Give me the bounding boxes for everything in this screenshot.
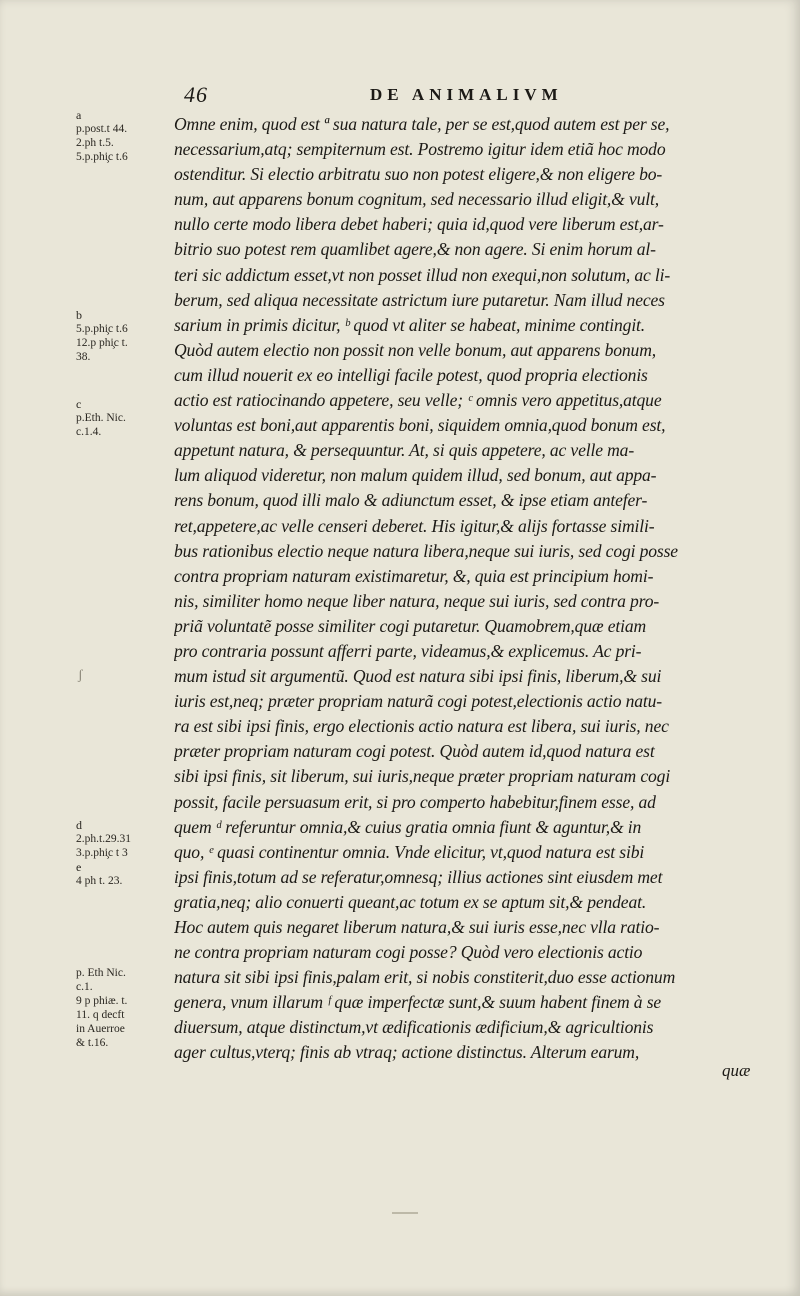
text-line: nullo certe modo libera debet haberi; quia id,quod vere liberum est,ar- <box>174 214 664 235</box>
note-line: 9 p phiæ. t. <box>76 995 128 1007</box>
note-line: 3.p.phi̧c t 3 <box>76 847 128 859</box>
text-line: iuris est,neq; præter propriam naturã cogi potest,electionis actio natu- <box>174 691 662 712</box>
text-line: natura sit sibi ipsi finis,palam erit, si nobis constiterit,duo esse actionum <box>174 967 676 988</box>
text-line: mum istud sit argumentũ. Quod est natura sibi ipsi finis, liberum,& sui <box>174 666 662 687</box>
note-key: e <box>76 860 82 874</box>
text-line: priã voluntatẽ posse similiter cogi putaretur. Quamobrem,quæ etiam <box>174 615 647 636</box>
note-line: 4 ph t. 23. <box>76 875 123 887</box>
text-line: actio est ratiocinando appetere, seu velle; ᶜ omnis vero appetitus,atque <box>174 390 662 411</box>
note-key: c <box>76 397 82 411</box>
text-line: rens bonum, quod illi malo & adiunctum esset, & ipse etiam antefer- <box>174 490 648 511</box>
text-line: sarium in primis dicitur, ᵇ quod vt aliter se habeat, minime contingit. <box>174 314 646 335</box>
text-line: sibi ipsi finis, sit liberum, sui iuris,neque præter propriam naturam cogi <box>174 766 671 787</box>
text-line: ne contra propriam naturam cogi posse? Quòd vero electionis actio <box>174 942 643 963</box>
text-line: Hoc autem quis negaret liberum natura,& sui iuris esse,nec vlla ratio- <box>174 917 660 937</box>
text-line: teri sic addictum esset,vt non posset illud non exequi,non solutum, ac li- <box>174 264 671 285</box>
margin-note-b <box>76 308 168 364</box>
text-line: ostenditur. Si electio arbitratu suo non potest eligere,& non eligere bo- <box>174 164 663 185</box>
text-line: nis, similiter homo neque liber natura, neque sui iuris, sed contra pro- <box>174 590 660 611</box>
catchword: quæ <box>722 1061 751 1080</box>
running-head: DE ANIMALIVM <box>370 85 563 104</box>
text-line: ret,appetere,ac velle censeri deberet. His igitur,& alijs fortasse simili- <box>174 515 655 536</box>
note-line: p.post.t 44. <box>76 123 128 135</box>
note-line: in Auerroe <box>76 1023 125 1035</box>
note-key: b <box>76 308 82 322</box>
text-line: quem ᵈ referuntur omnia,& cuius gratia omnia fiunt & aguntur,& in <box>174 816 642 837</box>
text-line: ipsi finis,totum ad se referatur,omnesq; illius actiones sint eiusdem met <box>174 866 663 887</box>
text-line: ager cultus,vterq; finis ab vtraq; actione distinctus. Alterum earum, <box>174 1042 640 1063</box>
page-number: 46 <box>184 82 208 107</box>
text-line: contra propriam naturam existimaretur, &, quia est principium homi- <box>174 565 654 586</box>
text-line: bitrio suo potest rem quamlibet agere,& non agere. Si enim horum al- <box>174 239 656 260</box>
note-line: p. Eth Nic. <box>76 967 126 979</box>
text-line: bus rationibus electio neque natura libera,neque sui iuris, sed cogi posse <box>174 540 678 561</box>
margin-note-d-e <box>76 818 168 888</box>
margin-note-f <box>76 966 168 1050</box>
note-line: c.1. <box>76 981 93 993</box>
text-line: possit, facile persuasum erit, si pro comperto habebitur,finem esse, ad <box>174 791 656 812</box>
ink-mark: ʃ <box>78 668 83 683</box>
text-line: quo, ᵉ quasi continentur omnia. Vnde elicitur, vt,quod natura est sibi <box>174 841 645 862</box>
margin-note-a <box>76 108 168 164</box>
text-line: voluntas est boni,aut apparentis boni, siquidem omnia,quod bonum est, <box>174 415 666 436</box>
note-line: 38. <box>76 351 91 363</box>
main-text-block <box>174 112 768 1066</box>
paper-smudge <box>392 1212 418 1214</box>
text-line: cum illud nouerit ex eo intelligi facile potest, quod propria electionis <box>174 364 648 385</box>
text-line: necessarium,atq; sempiternum est. Postremo igitur idem etiã hoc modo <box>174 139 666 160</box>
text-line: Omne enim, quod est ª sua natura tale, per se est,quod autem est per se, <box>174 114 670 134</box>
text-line: lum aliquod videretur, non malum quidem illud, sed bonum, aut appa- <box>174 465 657 486</box>
note-line: 2.ph.t.29.31 <box>76 833 131 845</box>
page-header <box>180 82 780 108</box>
margin-note-c <box>76 397 168 439</box>
text-line: appetunt natura, & persequuntur. At, si quis appetere, ac velle ma- <box>174 440 635 461</box>
note-line: 5.p.phi̧c t.6 <box>76 151 128 163</box>
text-line: ra est sibi ipsi finis, ergo electionis actio natura est libera, sui iuris, nec <box>174 716 669 737</box>
note-line: 2.ph t.5. <box>76 137 114 149</box>
text-line: præter propriam naturam cogi potest. Quòd autem id,quod natura est <box>174 741 655 762</box>
text-line: berum, sed aliqua necessitate astrictum iure putaretur. Nam illud neces <box>174 289 665 310</box>
text-line: num, aut apparens bonum cognitum, sed necessario illud eligit,& vult, <box>174 189 659 210</box>
note-line: & t.16. <box>76 1037 109 1049</box>
text-line: gratia,neq; alio conuerti queant,ac totum ex se aptum sit,& pendeat. <box>174 891 647 912</box>
text-line: genera, vnum illarum ᶠ quæ imperfectæ sunt,& suum habent finem à se <box>174 992 662 1013</box>
text-line: Quòd autem electio non possit non velle bonum, aut apparens bonum, <box>174 339 657 360</box>
margin-notes <box>0 0 170 1296</box>
note-line: 12.p phi̧c t. <box>76 337 128 349</box>
note-line: c.1.4. <box>76 426 102 438</box>
note-line: 11. q decft <box>76 1009 125 1021</box>
note-line: 5.p.phi̧c t.6 <box>76 323 128 335</box>
note-key: d <box>76 818 82 832</box>
text-line: diuersum, atque distinctum,vt ædificationis ædificium,& agricultionis <box>174 1017 654 1038</box>
note-line: p.Eth. Nic. <box>76 412 126 424</box>
text-line: pro contraria possunt afferri parte, videamus,& explicemus. Ac pri- <box>174 640 642 661</box>
note-key: a <box>76 108 82 122</box>
